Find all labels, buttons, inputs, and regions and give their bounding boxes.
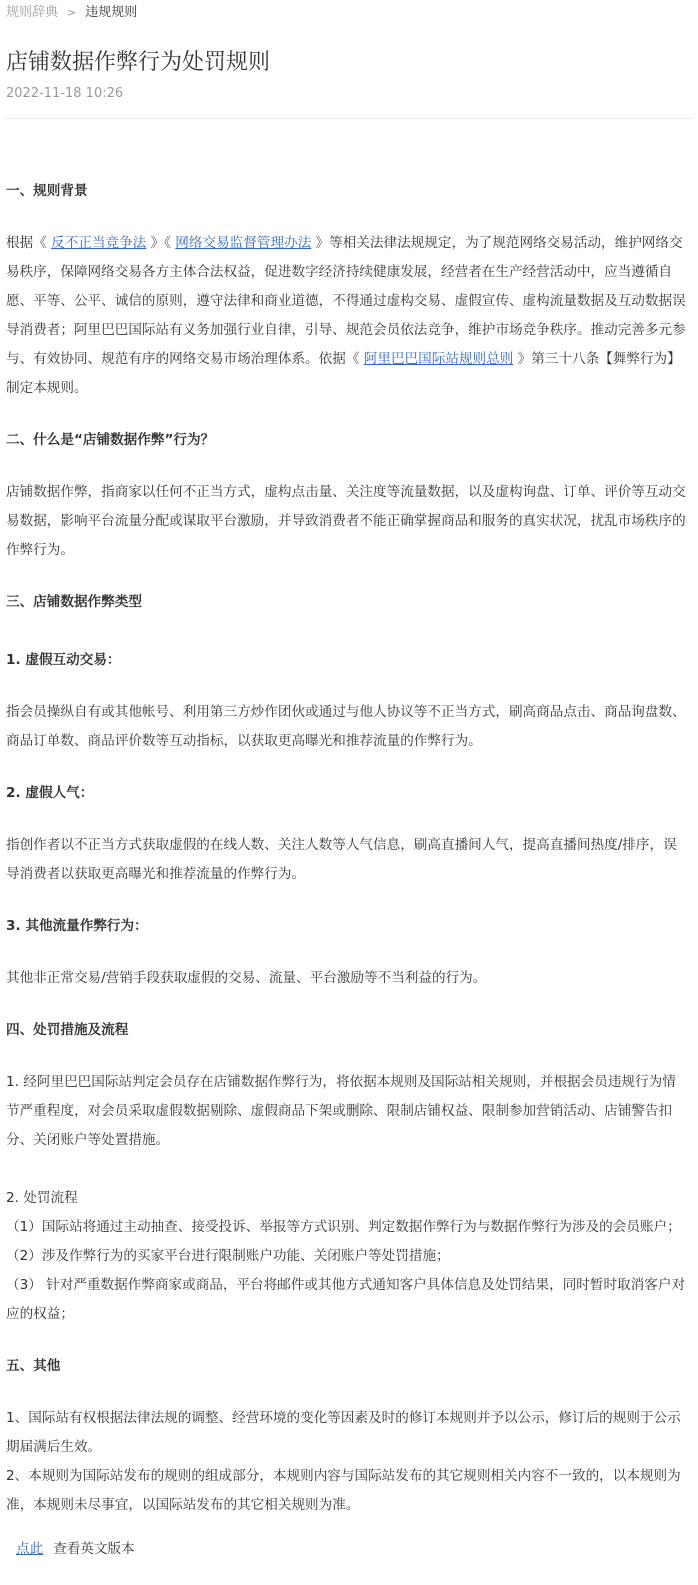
rules-general-link[interactable]: 阿里巴巴国际站规则总则: [363, 351, 514, 367]
definition-paragraph: 店铺数据作弊，指商家以任何不正当方式，虚构点击量、关注度等流量数据，以及虚构询盘、订单、评价等互动交易数据，影响平台流量分配或谋取平台激励，并导致消费者不能正确掌握商品和服务的真实状况，扰乱市场秩序的作弊行为。: [6, 484, 686, 558]
page-title: 店铺数据作弊行为处罚规则: [6, 50, 271, 75]
english-version-footer: [16, 1535, 135, 1564]
english-version-text: 查看英文版本: [53, 1541, 135, 1557]
law-link-anti-unfair-competition[interactable]: 反不正当竞争法: [51, 235, 147, 251]
section-heading-types: 三、店铺数据作弊类型: [6, 594, 142, 610]
breadcrumb: [6, 5, 137, 21]
penalty-flow-title: 2. 处罚流程: [6, 1190, 78, 1206]
other-paragraph-2: 2、本规则为国际站发布的规则的组成部分，本规则内容与国际站发布的其它规则相关内容不一致的，以本规则为准，本规则未尽事宜，以国际站发布的其它相关规则为准。: [6, 1468, 681, 1513]
publish-date: 2022-11-18 10:26: [6, 86, 124, 101]
type-body-fake-popularity: 指创作者以不正当方式获取虚假的在线人数、关注人数等人气信息，刷高直播间人气，提高直播间热度/排序，误导消费者以获取更高曝光和推荐流量的作弊行为。: [6, 837, 677, 882]
article-body: [6, 177, 686, 1520]
penalty-flow-step-1: （1）国际站将通过主动抽查、接受投诉、举报等方式识别、判定数据作弊行为与数据作弊行为涉及的会员账户；: [6, 1219, 681, 1235]
section-heading-other: 五、其他: [6, 1358, 61, 1374]
english-version-link[interactable]: 点此: [16, 1541, 44, 1557]
type-body-fake-interaction: 指会员操纵自有或其他帐号、利用第三方炒作团伙或通过与他人协议等不正当方式，刷高商品点击、商品询盘数、商品订单数、商品评价数等互动指标，以获取更高曝光和推荐流量的作弊行为。: [6, 704, 686, 749]
penalty-flow-step-3: （3） 针对严重数据作弊商家或商品，平台将邮件或其他方式通知客户具体信息及处罚结果，同时暂时取消客户对应的权益；: [6, 1277, 686, 1322]
text-fragment: 》《: [146, 235, 176, 251]
section-heading-definition: 二、什么是“店铺数据作弊”行为？: [6, 432, 215, 448]
section-heading-penalties: 四、处罚措施及流程: [6, 1022, 129, 1038]
text-fragment: 》第三十八条【舞弊行为】制定本规则。: [6, 351, 681, 396]
other-paragraph-1: 1、国际站有权根据法律法规的调整、经营环境的变化等因素及时的修订本规则并予以公示，修订后的规则于公示期届满后生效。: [6, 1410, 681, 1455]
breadcrumb-root-link[interactable]: 规则辞典: [6, 5, 59, 20]
background-paragraph: [6, 229, 686, 403]
type-body-other-traffic: 其他非正常交易/营销手段获取虚假的交易、流量、平台激励等不当利益的行为。: [6, 970, 487, 986]
type-heading-other-traffic: 3. 其他流量作弊行为：: [6, 918, 148, 934]
section-heading-background: 一、规则背景: [6, 183, 88, 199]
penalty-flow-step-2: （2）涉及作弊行为的买家平台进行限制账户功能、关闭账户等处罚措施；: [6, 1248, 450, 1264]
type-heading-fake-popularity: 2. 虚假人气：: [6, 785, 94, 801]
law-link-online-trading-supervision[interactable]: 网络交易监督管理办法: [175, 235, 312, 251]
breadcrumb-separator: >: [67, 6, 77, 19]
breadcrumb-current: 违规规则: [85, 5, 138, 20]
type-heading-fake-interaction: 1. 虚假互动交易：: [6, 652, 121, 668]
penalty-paragraph: 1. 经阿里巴巴国际站判定会员存在店铺数据作弊行为，将依据本规则及国际站相关规则，并根据会员违规行为情节严重程度，对会员采取虚假数据剔除、虚假商品下架或删除、限制店铺权益、限制参加营销活动、店铺警告扣分、关闭账户等处置措施。: [6, 1074, 676, 1148]
header-divider: [6, 118, 692, 119]
text-fragment: 根据《: [6, 235, 52, 251]
text-fragment: 》等相关法律法规规定，为了规范网络交易活动，维护网络交易秩序，保障网络交易各方主体合法权益，促进数字经济持续健康发展，经营者在生产经营活动中，应当遵循自愿、平等、公平、诚信的原则，遵守法律和商业道德，不得通过虚构交易、虚假宣传、虚构流量数据及互动数据误导消费者；阿里巴巴国际站有义务加强行业自律，引导、规范会员依法竞争，维护市场竞争秩序。推动完善多元参与、有效协同、规范有序的网络交易市场治理体系。依据《: [6, 235, 686, 367]
